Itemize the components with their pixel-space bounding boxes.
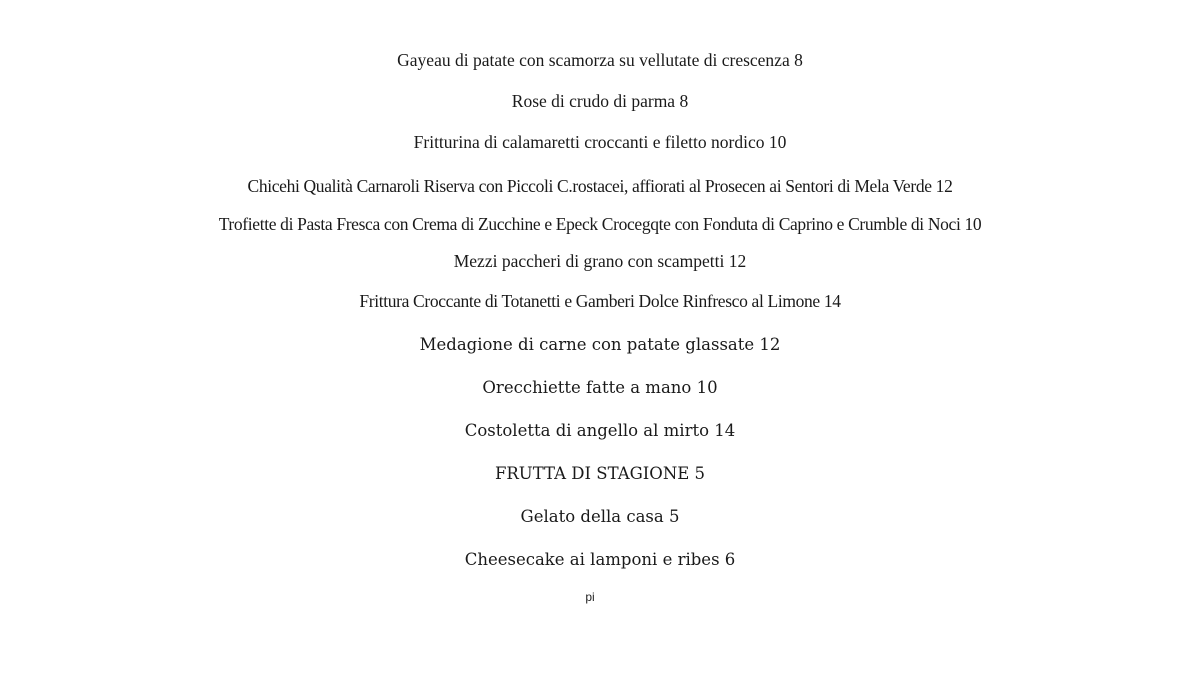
menu-item-gelato: Gelato della casa 5 <box>520 507 680 526</box>
menu-item-rose-crudo: Rose di crudo di parma 8 <box>511 91 689 111</box>
menu-item-medagione: Medagione di carne con patate glassate 12 <box>419 335 781 354</box>
menu-item-fritturina: Fritturina di calamaretti croccanti e filetto nordico 10 <box>413 132 787 152</box>
menu-item-trofiette: Trofiette di Pasta Fresca con Crema di Zucchine e Epeck Crocegqte con Fonduta di Caprino e Crumble di Noci 10 <box>218 214 982 234</box>
menu-item-mezzi-paccheri: Mezzi paccheri di grano con scampetti 12 <box>453 251 747 271</box>
menu-item-orecchiette: Orecchiette fatte a mano 10 <box>482 378 718 397</box>
menu-item-costoletta: Costoletta di angello al mirto 14 <box>464 421 736 440</box>
menu-item-frittura-croccante: Frittura Croccante di Totanetti e Gamberi Dolce Rinfresco al Limone 14 <box>359 291 841 311</box>
menu-item-gayeau: Gayeau di patate con scamorza su vellutate di crescenza 8 <box>397 50 803 70</box>
menu-item-risotto: Chicehi Qualità Carnaroli Riserva con Piccoli C.rostacei, affiorati al Prosecen ai Sentori di Mela Verde 12 <box>247 176 953 196</box>
menu-item-frutta: FRUTTA DI STAGIONE 5 <box>494 464 706 483</box>
menu-item-cheesecake: Cheesecake ai lamponi e ribes 6 <box>464 550 736 569</box>
footer-note: pi <box>585 590 595 604</box>
